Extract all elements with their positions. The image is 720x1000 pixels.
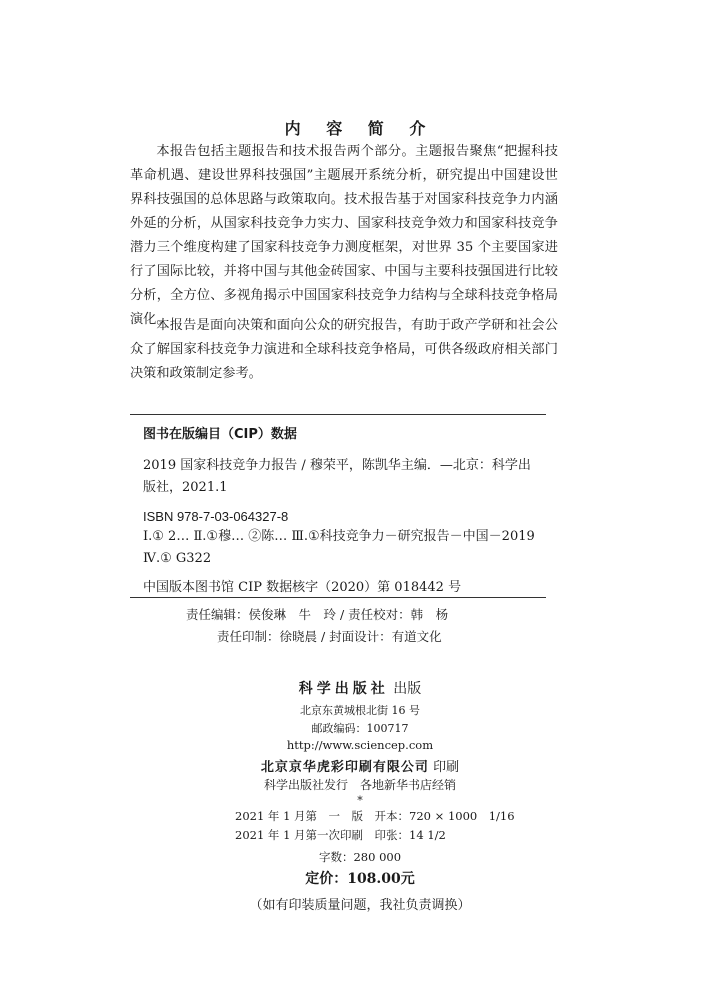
cip-entry: 2019 国家科技竞争力报告 / 穆荣平，陈凯华主编．—北京：科学出版社，2021.1	[143, 458, 531, 495]
printer-line	[0, 756, 720, 775]
price-value: 108.00元	[347, 871, 415, 887]
distribution-line: 科学出版社发行 各地新华书店经销	[263, 778, 456, 792]
cip-title: 图书在版编目（CIP）数据	[143, 427, 297, 442]
edition-info: 2021 年 1 月第 一 版 开本：720 × 1000 1/16	[235, 809, 515, 823]
separator-star: *	[357, 794, 363, 807]
printer-suffix: 印刷	[433, 760, 460, 775]
price-label: 定价：	[305, 871, 348, 887]
publisher-url: http://www.sciencep.com	[286, 738, 434, 752]
publisher-name: 科学出版社	[298, 681, 389, 697]
word-count: 字数：280 000	[318, 850, 402, 864]
cip-classification: Ⅰ.① 2… Ⅱ.①穆… ②陈… Ⅲ.①科技竞争力－研究报告－中国－2019 Ⅳ.① G322	[143, 529, 535, 566]
printer-name: 北京京华虎彩印刷有限公司	[260, 760, 429, 775]
credits-editors: 责任编辑：侯俊琳 牛 玲 / 责任校对：韩 杨	[186, 607, 449, 622]
cip-record-number: 中国版本图书馆 CIP 数据核字（2020）第 018442 号	[143, 580, 462, 595]
quality-notice: （如有印装质量问题，我社负责调换）	[249, 898, 471, 913]
intro-heading: 内 容 简 介	[284, 119, 436, 138]
publisher-address: 北京东黄城根北街 16 号	[300, 704, 420, 717]
price-line	[0, 868, 720, 888]
printing-info: 2021 年 1 月第一次印刷 印张：14 1/2	[235, 828, 446, 842]
cip-top-rule	[130, 414, 546, 415]
cip-isbn: ISBN 978-7-03-064327-8	[143, 509, 289, 524]
cip-bottom-rule	[130, 597, 546, 598]
publisher-suffix: 出版	[393, 681, 422, 697]
intro-paragraph-1: 本报告包括主题报告和技术报告两个部分。主题报告聚焦“把握科技革命机遇、建设世界科技强国”主题展开系统分析，研究提出中国建设世界科技强国的总体思路与政策取向。技术报告基于对国家科技竞争力内涵外延的分析，从国家科技竞争力实力、国家科技竞争效力和国家科技竞争潜力三个维度构建了国家科技竞争力测度框架，对世界 35 个主要国家进行了国际比较，并将中国与其他金砖国家、中国与主要科技强国进行比较分析，全方位、多视角揭示中国国家科技竞争力结构与全球科技竞争格局演化。	[130, 144, 558, 327]
publisher-line	[0, 678, 720, 698]
credits-production: 责任印制：徐晓晨 / 封面设计：有道文化	[217, 629, 442, 644]
publisher-postcode: 邮政编码：100717	[311, 722, 409, 735]
intro-paragraph-2: 本报告是面向决策和面向公众的研究报告，有助于政产学研和社会公众了解国家科技竞争力演进和全球科技竞争格局，可供各级政府相关部门决策和政策制定参考。	[130, 318, 558, 381]
